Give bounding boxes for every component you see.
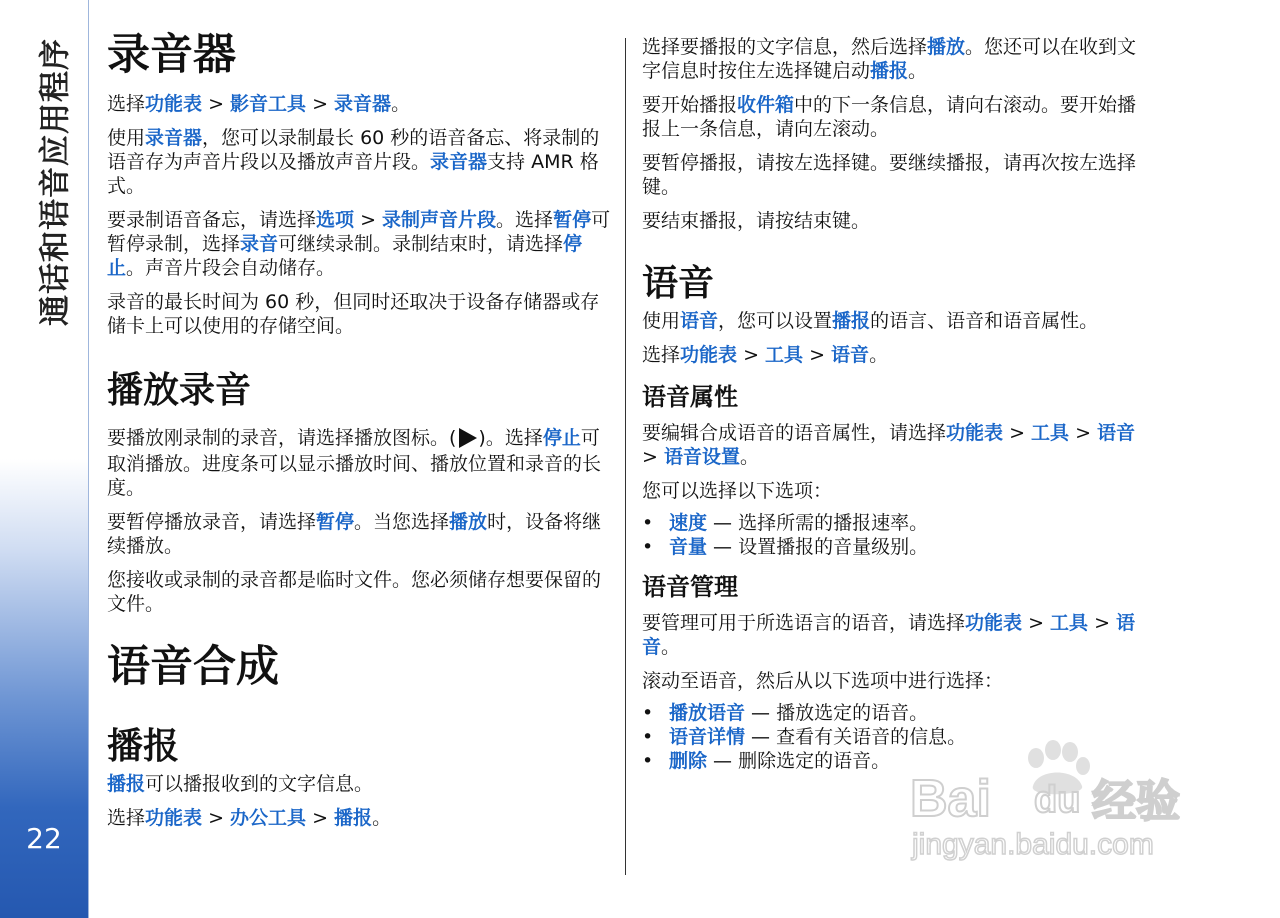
link-broadcast[interactable]: 播报 [107, 773, 146, 795]
options-intro: 您可以选择以下选项： [642, 480, 833, 502]
link-media-tools[interactable]: 影音工具 [230, 93, 307, 115]
link-inbox[interactable]: 收件箱 [737, 94, 795, 116]
list-item: • 音量 — 设置播报的音量级别。 [642, 536, 929, 558]
heading-voice-management: 语音管理 [642, 573, 738, 601]
broadcast-select-msg: 选择要播报的文字信息，然后选择播放。您还可以在收到文字信息时按住左选择键启动播报。 [642, 36, 1137, 82]
sidebar [0, 0, 88, 918]
watermark-url: jingyan.baidu.com [912, 828, 1154, 861]
link-pause[interactable]: 暂停 [316, 511, 355, 533]
link-tools[interactable]: 工具 [1050, 612, 1089, 634]
sidebar-border [88, 0, 89, 918]
broadcast-intro: 播报可以播报收到的文字信息。 [107, 773, 374, 795]
link-voice[interactable]: 语音 [831, 344, 870, 366]
heading-play-recording: 播放录音 [107, 370, 252, 411]
link-play-voice[interactable]: 播放语音 [669, 702, 746, 724]
link-recorder[interactable]: 录音器 [145, 127, 203, 149]
right-column [642, 35, 1152, 773]
link-volume[interactable]: 音量 [669, 536, 708, 558]
recorder-record-steps: 要录制语音备忘，请选择选项 > 录制声音片段。选择暂停可暂停录制，选择录音可继续录制。录制结束时，请选择停止。声音片段会自动储存。 [107, 209, 611, 279]
recorder-max-time: 录音的最长时间为 60 秒，但同时还取决于设备存储器或存储卡上可以使用的存储空间。 [107, 291, 600, 337]
section-title: 通话和语音应用程序 [37, 38, 74, 326]
broadcast-pause: 要暂停播报，请按左选择键。要继续播报，请再次按左选择键。 [642, 152, 1137, 198]
broadcast-end: 要结束播报，请按结束键。 [642, 210, 871, 232]
recorder-path: 选择功能表 > 影音工具 > 录音器。 [107, 93, 411, 115]
recorder-intro: 使用录音器，您可以录制最长 60 秒的语音备忘、将录制的语音存为声音片段以及播放声音片段。录音器支持 AMR 格式。 [107, 127, 600, 197]
link-options[interactable]: 选项 [316, 209, 355, 231]
voice-intro: 使用语音，您可以设置播报的语言、语音和语音属性。 [642, 310, 1099, 332]
link-voice-settings[interactable]: 语音设置 [663, 446, 740, 468]
play-steps: 要播放刚录制的录音，请选择播放图标。( )。选择停止可取消播放。进度条可以显示播放时间、播放位置和录音的长度。 [107, 427, 602, 499]
link-broadcast[interactable]: 播报 [334, 807, 373, 829]
link-voice[interactable]: 语音 [680, 310, 719, 332]
voice-properties-path: 要编辑合成语音的语音属性，请选择功能表 > 工具 > 语音 > 语音设置。 [642, 422, 1136, 468]
voice-path: 选择功能表 > 工具 > 语音。 [642, 344, 889, 366]
heading-broadcast: 播报 [107, 726, 180, 767]
link-tools[interactable]: 工具 [1031, 422, 1070, 444]
link-broadcast[interactable]: 播报 [832, 310, 871, 332]
page-number: 22 [26, 822, 62, 855]
link-voice-details[interactable]: 语音详情 [669, 726, 746, 748]
link-stop[interactable]: 停止 [107, 233, 583, 279]
link-tools[interactable]: 工具 [765, 344, 804, 366]
list-item: • 播放语音 — 播放选定的语音。 [642, 702, 929, 724]
link-speed[interactable]: 速度 [669, 512, 708, 534]
link-play[interactable]: 播放 [449, 511, 488, 533]
heading-voice: 语音 [642, 263, 715, 304]
link-recorder[interactable]: 录音器 [334, 93, 392, 115]
baidu-jingyan-watermark [908, 740, 1208, 870]
list-item: • 速度 — 选择所需的播报速率。 [642, 512, 929, 534]
link-pause[interactable]: 暂停 [553, 209, 592, 231]
list-item: • 语音详情 — 查看有关语音的信息。 [642, 726, 967, 748]
link-record[interactable]: 录音 [240, 233, 279, 255]
heading-voice-properties: 语音属性 [642, 383, 738, 411]
list-item: • 删除 — 删除选定的语音。 [642, 750, 891, 772]
broadcast-next-msg: 要开始播报收件箱中的下一条信息，请向右滚动。要开始播报上一条信息，请向左滚动。 [642, 94, 1137, 140]
pause-play-steps: 要暂停播放录音，请选择暂停。当您选择播放时，设备将继续播放。 [107, 511, 602, 557]
watermark-brand: Bai [910, 770, 991, 828]
heading-tts: 语音合成 [107, 642, 279, 692]
link-voice[interactable]: 语音 [1097, 422, 1136, 444]
broadcast-path: 选择功能表 > 办公工具 > 播报。 [107, 807, 392, 829]
link-recorder[interactable]: 录音器 [430, 151, 488, 173]
link-delete[interactable]: 删除 [669, 750, 708, 772]
voice-management-path: 要管理可用于所选语言的语音，请选择功能表 > 工具 > 语音。 [642, 612, 1136, 658]
link-menu[interactable]: 功能表 [145, 93, 203, 115]
column-divider [625, 38, 626, 875]
link-menu[interactable]: 功能表 [946, 422, 1004, 444]
link-broadcast[interactable]: 播报 [870, 60, 909, 82]
watermark-jingyan: 经验 [1092, 777, 1180, 826]
link-voice[interactable]: 语音 [642, 612, 1136, 658]
temp-files-note: 您接收或录制的录音都是临时文件。您必须储存想要保留的文件。 [107, 569, 602, 615]
heading-recorder: 录音器 [107, 30, 236, 80]
link-menu[interactable]: 功能表 [965, 612, 1023, 634]
play-icon [456, 427, 478, 452]
link-menu[interactable]: 功能表 [680, 344, 738, 366]
left-column [107, 28, 612, 830]
watermark-du: du [1034, 779, 1081, 821]
link-menu[interactable]: 功能表 [145, 807, 203, 829]
link-record-clip[interactable]: 录制声音片段 [382, 209, 497, 231]
voice-properties-list [642, 511, 1152, 559]
link-stop[interactable]: 停止 [542, 427, 581, 449]
link-office-tools[interactable]: 办公工具 [230, 807, 307, 829]
scroll-intro: 滚动至语音，然后从以下选项中进行选择： [642, 670, 1004, 692]
link-play[interactable]: 播放 [927, 36, 966, 58]
